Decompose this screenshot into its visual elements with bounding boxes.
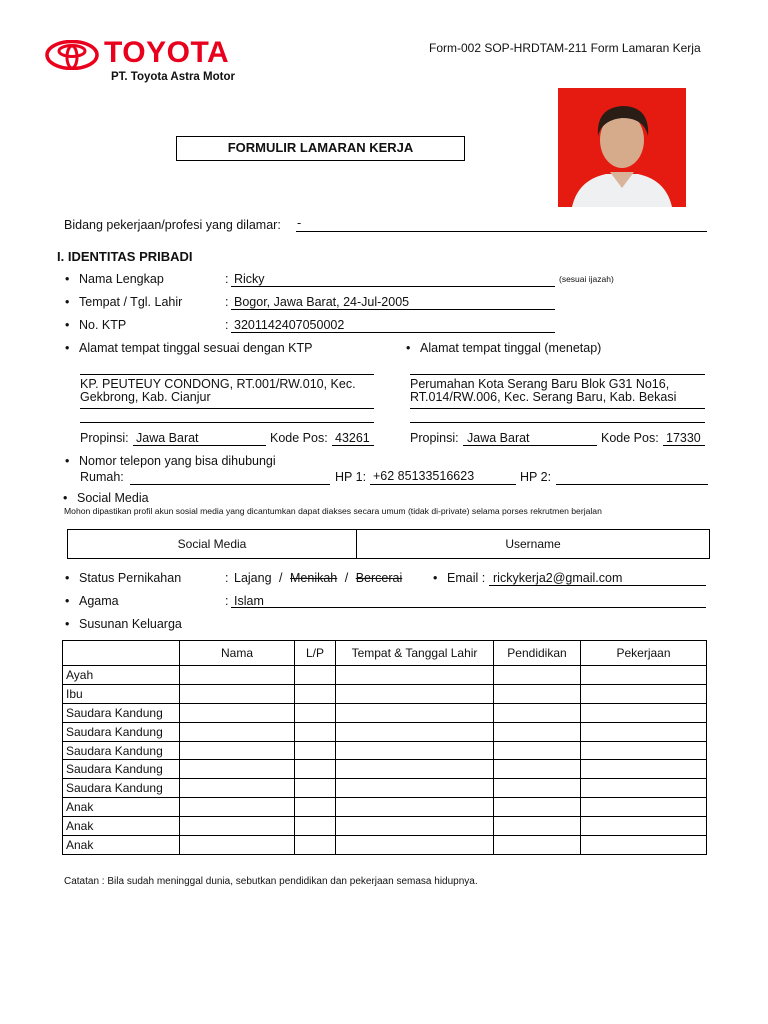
email-label: • Email : [447,571,485,585]
family-empty-cell[interactable] [180,722,295,741]
ktp-postal-underline [332,445,374,446]
family-empty-cell[interactable] [581,760,707,779]
family-empty-cell[interactable] [494,684,581,703]
family-empty-cell[interactable] [581,836,707,855]
family-empty-cell[interactable] [295,722,336,741]
religion-underline [231,607,706,608]
family-empty-cell[interactable] [180,817,295,836]
family-empty-cell[interactable] [336,722,494,741]
family-empty-cell[interactable] [295,798,336,817]
position-label: Bidang pekerjaan/profesi yang dilamar: [64,218,281,232]
religion-label: • Agama [79,594,119,608]
ktp-province-underline [133,445,266,446]
address-ktp-line-b [80,408,374,409]
marital-colon: : [225,571,229,585]
social-col-username: Username [357,530,710,559]
family-empty-cell[interactable] [336,798,494,817]
hp2-underline [556,484,708,485]
table-row [63,779,707,798]
family-col-occupation: Pekerjaan [581,641,707,666]
family-label: • Susunan Keluarga [79,617,182,631]
family-empty-cell[interactable] [295,684,336,703]
address-cur-line2: RT.014/RW.006, Kec. Serang Baru, Kab. Bekasi [410,390,677,404]
address-cur-line-b [410,408,705,409]
family-empty-cell[interactable] [180,684,295,703]
family-empty-cell[interactable] [494,836,581,855]
social-label: • Social Media [77,491,149,505]
family-empty-cell[interactable] [336,703,494,722]
family-table [62,640,707,855]
family-empty-cell[interactable] [180,741,295,760]
form-title: FORMULIR LAMARAN KERJA [176,136,465,161]
address-ktp-line1: KP. PEUTEUY CONDONG, RT.001/RW.010, Kec. [80,377,356,391]
cur-province-label: Propinsi: [410,431,459,445]
family-empty-cell[interactable] [295,817,336,836]
birth-label: • Tempat / Tgl. Lahir [79,295,182,309]
religion-colon: : [225,594,229,608]
family-empty-cell[interactable] [581,666,707,685]
family-relation-cell: Saudara Kandung [63,741,180,760]
family-relation-cell: Saudara Kandung [63,760,180,779]
religion-value: Islam [234,594,264,608]
family-empty-cell[interactable] [494,760,581,779]
table-row [63,722,707,741]
marital-option-married: Menikah [290,571,338,585]
ktp-label: • No. KTP [79,318,126,332]
home-phone-underline [130,484,330,485]
marital-option-single: Lajang [234,571,272,585]
hp1-label: HP 1: [335,470,367,484]
family-col-relation [63,641,180,666]
ktp-province-label: Propinsi: [80,431,129,445]
email-underline [489,585,706,586]
brand-wordmark: TOYOTA [104,36,230,69]
email-value: rickykerja2@gmail.com [493,571,623,585]
family-empty-cell[interactable] [336,666,494,685]
name-label: • Nama Lengkap [79,272,164,286]
family-empty-cell[interactable] [336,817,494,836]
table-row [63,836,707,855]
family-empty-cell[interactable] [180,836,295,855]
cur-postal-value: 17330 [666,431,701,445]
family-empty-cell[interactable] [336,836,494,855]
family-col-education: Pendidikan [494,641,581,666]
cur-province-underline [463,445,597,446]
ktp-value: 3201142407050002 [234,318,345,332]
address-ktp-label: • Alamat tempat tinggal sesuai dengan KTP [79,341,312,355]
family-empty-cell[interactable] [581,798,707,817]
family-empty-cell[interactable] [295,779,336,798]
ktp-underline [231,332,555,333]
family-col-birth: Tempat & Tanggal Lahir [336,641,494,666]
cur-province-value: Jawa Barat [467,431,530,445]
phone-label: • Nomor telepon yang bisa dihubungi [79,454,276,468]
table-row [63,817,707,836]
family-empty-cell[interactable] [295,760,336,779]
address-current-label: • Alamat tempat tinggal (menetap) [420,341,601,355]
section-identity-title: I. IDENTITAS PRIBADI [57,249,193,264]
toyota-logo-icon [45,40,99,70]
position-value: - [297,216,302,230]
hp2-label: HP 2: [520,470,552,484]
address-cur-line1: Perumahan Kota Serang Baru Blok G31 No16, [410,377,670,391]
cur-postal-underline [663,445,705,446]
family-empty-cell[interactable] [494,741,581,760]
name-underline [231,286,555,287]
applicant-photo [558,88,686,207]
family-col-gender: L/P [295,641,336,666]
family-empty-cell[interactable] [180,703,295,722]
family-empty-cell[interactable] [494,779,581,798]
family-empty-cell[interactable] [581,722,707,741]
footer-note: Catatan : Bila sudah meninggal dunia, sebutkan pendidikan dan pekerjaan semasa hidupnya. [64,876,478,887]
family-empty-cell[interactable] [295,666,336,685]
family-empty-cell[interactable] [336,741,494,760]
family-empty-cell[interactable] [581,703,707,722]
table-row [63,798,707,817]
family-empty-cell[interactable] [295,703,336,722]
form-code: Form-002 SOP-HRDTAM-211 Form Lamaran Kerja [429,41,701,55]
ktp-province-value: Jawa Barat [136,431,199,445]
marital-sep-2: / [344,571,349,585]
hp1-underline [370,484,516,485]
marital-option-divorced: Bercerai [355,571,403,585]
family-empty-cell[interactable] [494,722,581,741]
ktp-postal-label: Kode Pos: [270,431,328,445]
address-ktp-line2: Gekbrong, Kab. Cianjur [80,390,211,404]
marital-options [234,571,402,585]
address-ktp-line-c [80,422,374,423]
family-empty-cell[interactable] [494,817,581,836]
family-empty-cell[interactable] [295,741,336,760]
family-empty-cell[interactable] [494,798,581,817]
family-empty-cell[interactable] [336,779,494,798]
family-empty-cell[interactable] [494,666,581,685]
ktp-colon: : [225,318,229,332]
address-cur-line-a [410,374,705,375]
marital-label: • Status Pernikahan [79,571,181,585]
family-header-row [63,641,707,666]
family-relation-cell: Anak [63,836,180,855]
family-relation-cell: Ayah [63,666,180,685]
family-empty-cell[interactable] [581,741,707,760]
cur-postal-label: Kode Pos: [601,431,659,445]
family-relation-cell: Saudara Kandung [63,703,180,722]
family-relation-cell: Anak [63,817,180,836]
family-empty-cell[interactable] [295,836,336,855]
table-row [63,684,707,703]
family-relation-cell: Saudara Kandung [63,779,180,798]
home-phone-label: Rumah: [80,470,124,484]
name-colon: : [225,272,229,286]
social-media-table [67,529,710,559]
address-ktp-line-a [80,374,374,375]
name-value: Ricky [234,272,265,286]
family-empty-cell[interactable] [336,684,494,703]
family-empty-cell[interactable] [180,760,295,779]
family-empty-cell[interactable] [180,779,295,798]
family-empty-cell[interactable] [581,817,707,836]
name-note: (sesuai ijazah) [559,274,614,284]
birth-colon: : [225,295,229,309]
table-row [63,703,707,722]
family-relation-cell: Ibu [63,684,180,703]
birth-value: Bogor, Jawa Barat, 24-Jul-2005 [234,295,410,309]
marital-sep-1: / [279,571,283,585]
address-cur-line-c [410,422,705,423]
ktp-postal-value: 43261 [335,431,370,445]
company-name: PT. Toyota Astra Motor [111,71,235,83]
family-relation-cell: Anak [63,798,180,817]
table-row [63,760,707,779]
family-empty-cell[interactable] [581,779,707,798]
family-empty-cell[interactable] [336,760,494,779]
family-empty-cell[interactable] [180,666,295,685]
table-row [63,666,707,685]
family-empty-cell[interactable] [180,798,295,817]
hp1-value: +62 85133516623 [373,469,475,483]
social-note: Mohon dipastikan profil akun sosial media yang dicantumkan dapat diakses secara umum (tidak di-private) selama porses rekrutmen berjalan [64,506,602,516]
table-row [63,741,707,760]
family-relation-cell: Saudara Kandung [63,722,180,741]
family-empty-cell[interactable] [494,703,581,722]
family-col-name: Nama [180,641,295,666]
position-underline [296,231,707,232]
birth-underline [231,309,555,310]
social-col-platform: Social Media [68,530,357,559]
family-empty-cell[interactable] [581,684,707,703]
